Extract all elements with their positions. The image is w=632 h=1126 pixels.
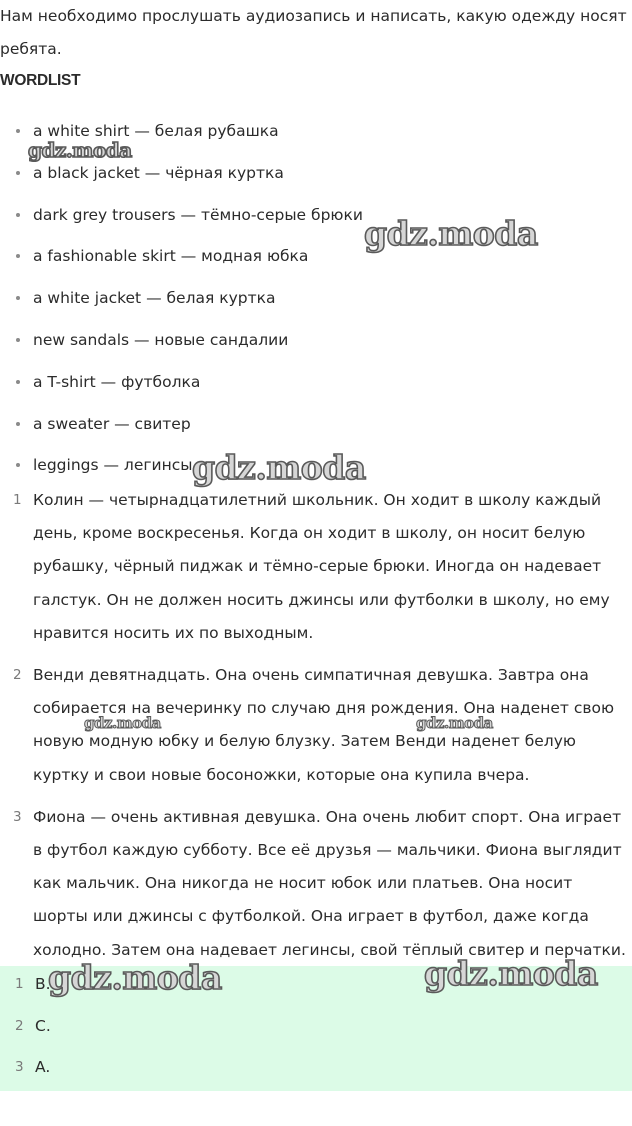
wordlist-heading: WORDLIST [0, 72, 81, 89]
bullet-icon [16, 463, 20, 467]
watermark-logo: gdz.moda [28, 138, 132, 162]
watermark-logo: gdz.moda [416, 714, 493, 732]
answer-text: B. [35, 975, 51, 993]
answer-number: 1 [15, 976, 24, 992]
task-description: Нам необходимо прослушать аудиозапись и написать, какую одежду носят ребята. [0, 7, 627, 58]
wordlist-item-text: a sweater — свитер [33, 414, 191, 433]
text-item [0, 801, 628, 967]
answer-number: 3 [15, 1059, 24, 1075]
text-paragraph: Колин — четырнадцатилетний школьник. Он ходит в школу каждый день, кроме воскресенья. Когда он ходит в школу, он носит белую рубашку, чёрный пиджак и тёмно-серые брюки. Иногда он надевает галстук. Он не должен носить джинсы или футболки в школу, но ему нравится носить их по выходным. [33, 491, 610, 642]
wordlist-item [0, 241, 628, 283]
text-item [0, 659, 628, 792]
bullet-icon [16, 380, 20, 384]
wordlist-item [0, 367, 628, 409]
wordlist-item [0, 158, 628, 200]
text-item [0, 484, 628, 650]
text-list [0, 484, 628, 976]
text-paragraph: Фиона — очень активная девушка. Она очень любит спорт. Она играет в футбол каждую субботу. Все её друзья — мальчики. Фиона выглядит как мальчик. Она никогда не носит юбок или платьев. Она носит шорты или джинсы с футболкой. Она играет в футбол, даже когда холодно. Затем она надевает легинсы, свой тёплый свитер и перчатки. [33, 807, 626, 959]
wordlist-item-text: dark grey trousers — тёмно-серые брюки [33, 205, 363, 224]
text-number: 2 [13, 667, 22, 684]
wordlist-item-text: a T-shirt — футболка [33, 372, 201, 391]
watermark-logo: gdz.moda [48, 958, 222, 997]
bullet-icon [16, 296, 20, 300]
wordlist-item-text: a white shirt — белая рубашка [33, 122, 279, 140]
bullet-icon [16, 171, 20, 175]
wordlist-item-text: a white jacket — белая куртка [33, 289, 276, 308]
text-paragraph: Венди девятнадцать. Она очень симпатичная девушка. Завтра она собирается на вечеринку по случаю дня рождения. Она наденет свою новую модную юбку и белую блузку. Затем Венди наденет белую куртку и свои новые босоножки, которые она купила вчера. [33, 666, 615, 784]
watermark-logo: gdz.moda [84, 714, 161, 732]
bullet-icon [16, 129, 20, 133]
answer-number: 2 [15, 1017, 24, 1034]
wordlist-item [0, 325, 628, 367]
bullet-icon [16, 338, 20, 342]
answer-item [0, 1008, 632, 1050]
text-number: 3 [13, 808, 22, 825]
wordlist-item-text: a fashionable skirt — модная юбка [33, 247, 309, 266]
answer-text: C. [35, 1016, 51, 1035]
bullet-icon [16, 254, 20, 258]
watermark-logo: gdz.moda [192, 448, 366, 487]
wordlist-item [0, 409, 628, 451]
text-number: 1 [13, 492, 22, 508]
watermark-logo: gdz.moda [364, 214, 538, 253]
bullet-icon [16, 213, 20, 217]
wordlist-item-text: new sandals — новые сандалии [33, 330, 289, 349]
wordlist [0, 116, 628, 492]
wordlist-item [0, 283, 628, 325]
wordlist-item [0, 116, 628, 158]
answer-text: A. [35, 1058, 51, 1076]
wordlist-item-text: a black jacket — чёрная куртка [33, 163, 284, 182]
answer-block [0, 966, 632, 1091]
watermark-logo: gdz.moda [424, 954, 598, 993]
answer-item [0, 1049, 632, 1091]
bullet-icon [16, 422, 20, 426]
wordlist-item-text: leggings — легинсы [33, 456, 193, 475]
wordlist-item [0, 200, 628, 242]
answer-item [0, 966, 632, 1008]
